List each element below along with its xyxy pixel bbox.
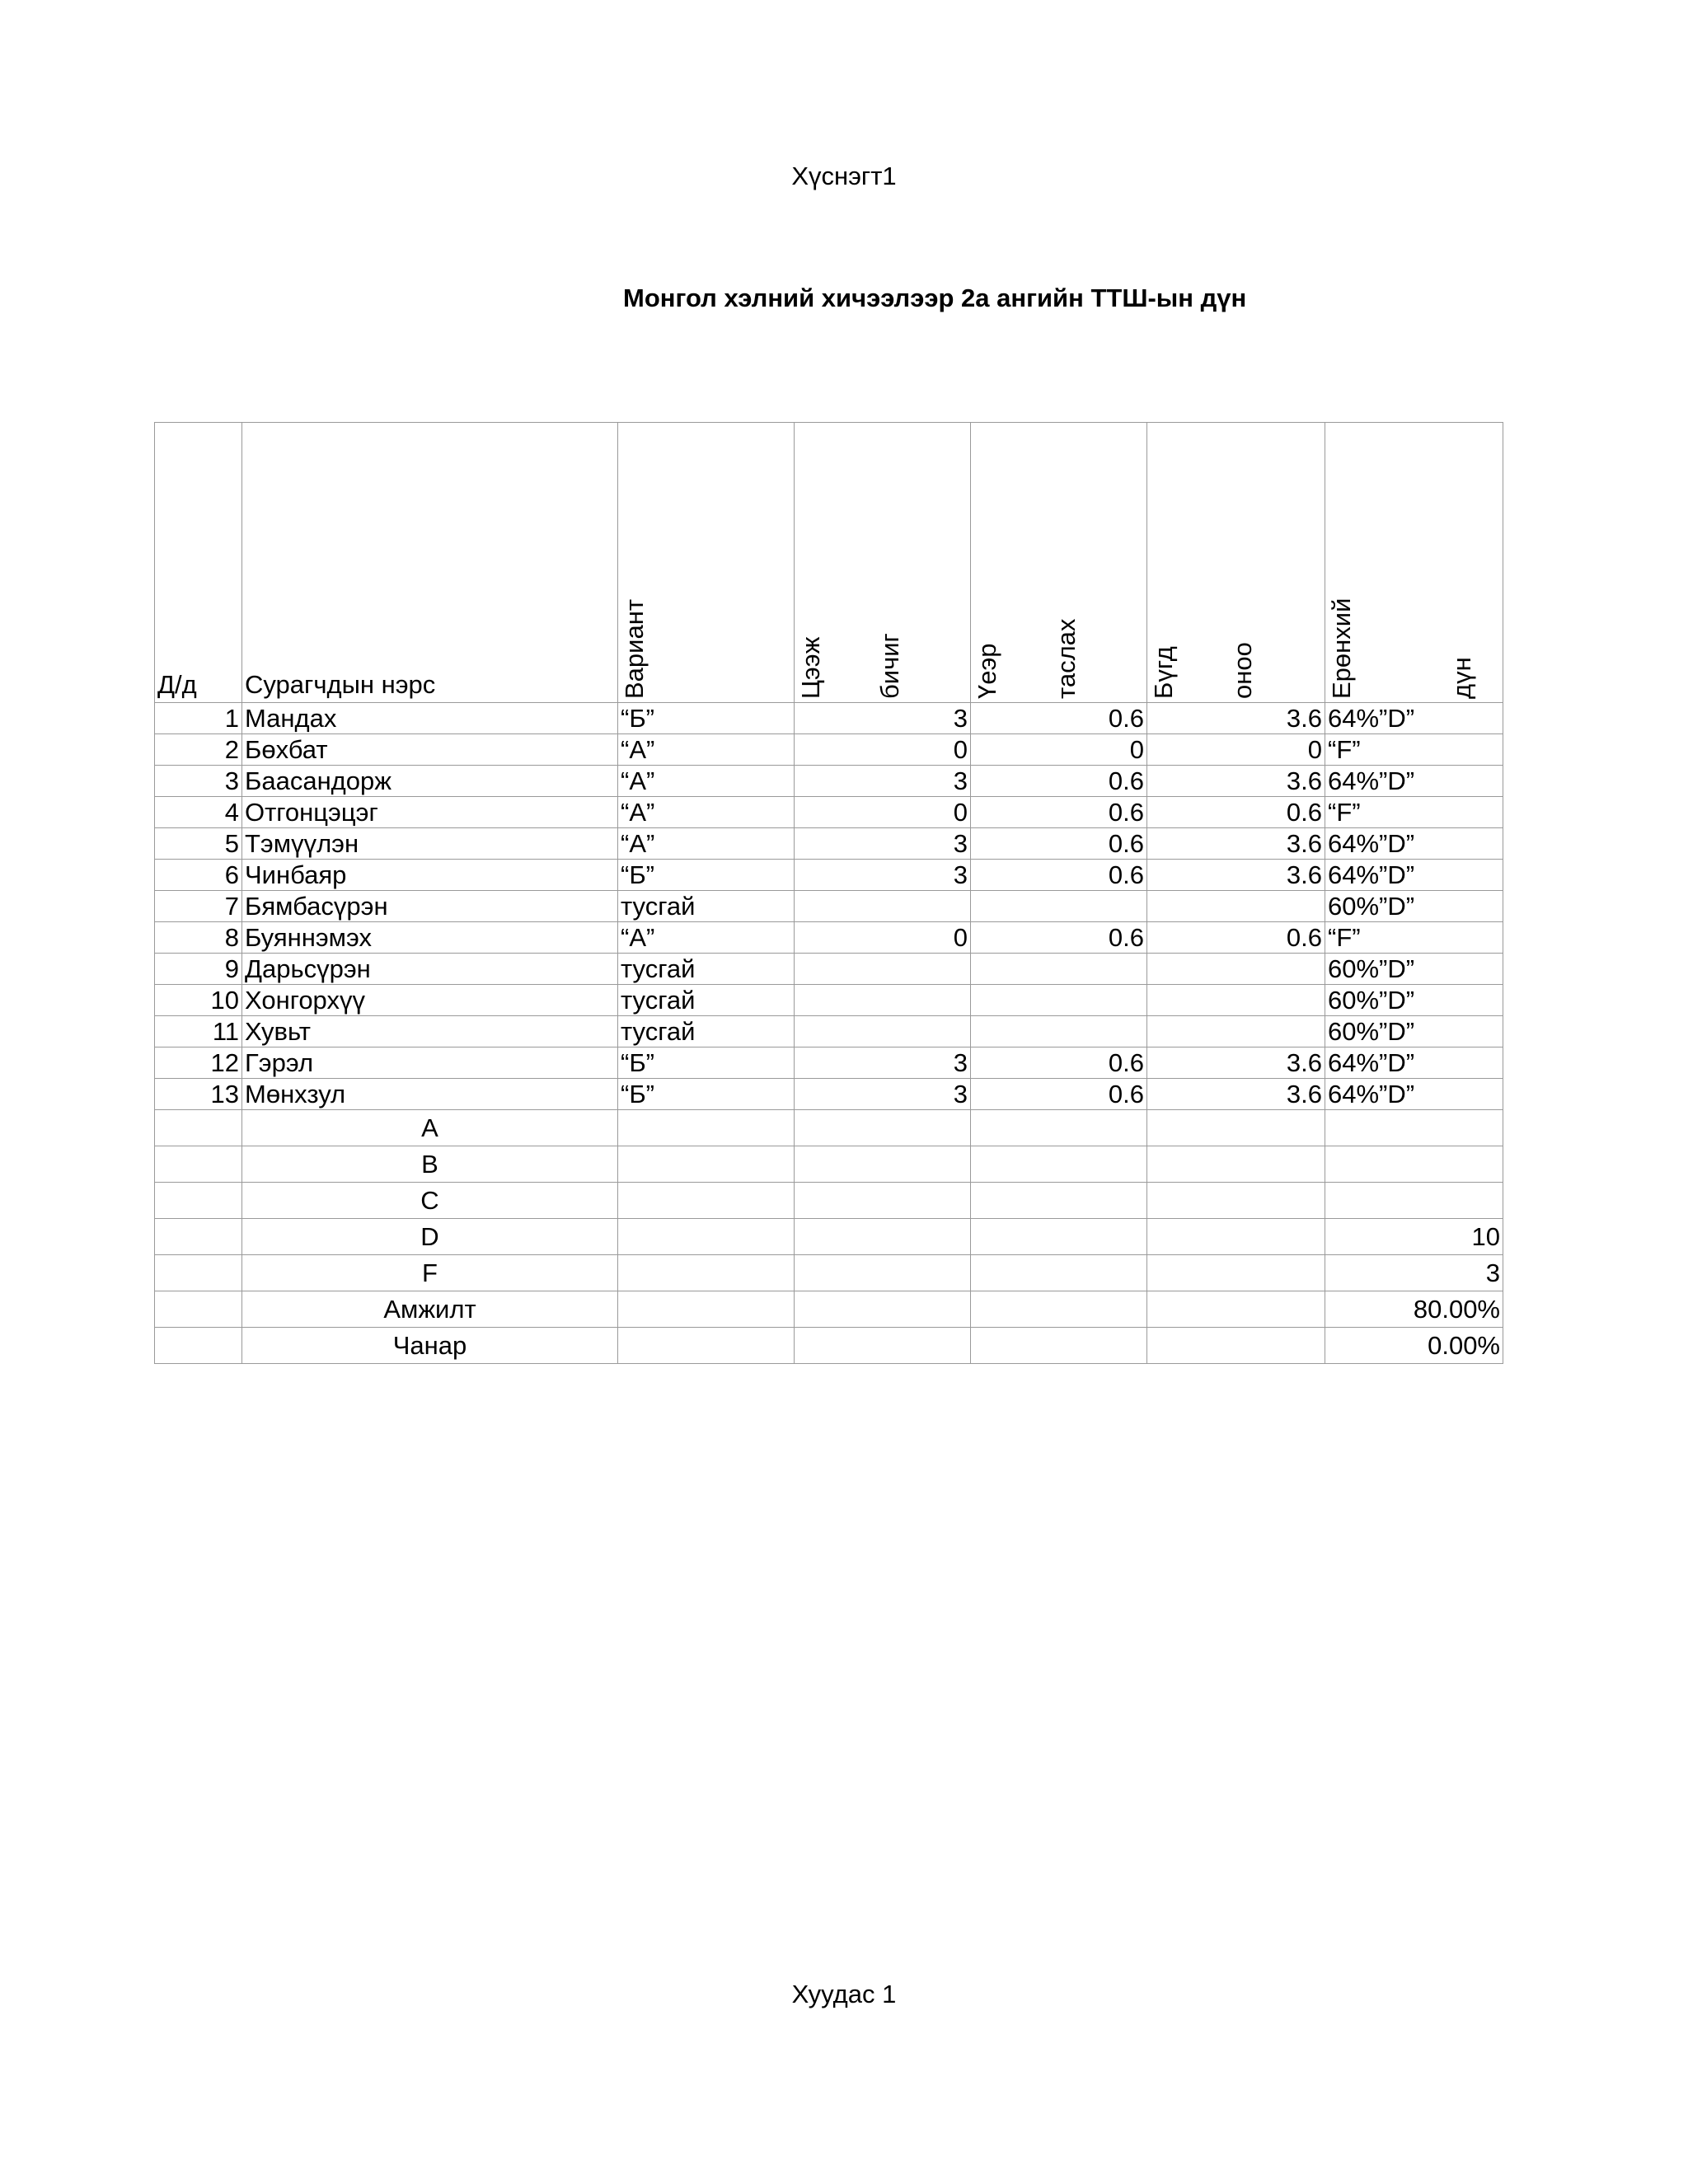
total-cell — [1147, 985, 1325, 1016]
summary-value — [1325, 1146, 1503, 1183]
summary-blank — [971, 1110, 1147, 1146]
student-name: Мөнхзул — [242, 1079, 618, 1110]
grades-table — [154, 422, 1503, 1364]
row-no: 10 — [155, 985, 242, 1016]
student-name: Бямбасүрэн — [242, 891, 618, 922]
row-no: 12 — [155, 1047, 242, 1079]
score-cell: 0.6 — [971, 797, 1147, 828]
grade-cell: 64%”D” — [1325, 1047, 1503, 1079]
summary-blank — [971, 1255, 1147, 1291]
score-cell: 3 — [795, 703, 971, 734]
student-name: Дарьсүрэн — [242, 954, 618, 985]
summary-blank — [971, 1183, 1147, 1219]
header-col6-b: дүн — [1447, 657, 1476, 699]
summary-row — [155, 1328, 1503, 1364]
header-col5-a: Бүгд — [1149, 646, 1178, 699]
row-no: 9 — [155, 954, 242, 985]
summary-blank — [1147, 1146, 1325, 1183]
student-name: Баасандорж — [242, 766, 618, 797]
score-cell — [971, 891, 1147, 922]
score-cell — [971, 954, 1147, 985]
row-no: 7 — [155, 891, 242, 922]
score-cell: 3 — [795, 828, 971, 860]
summary-blank — [155, 1183, 242, 1219]
score-cell: 0.6 — [971, 922, 1147, 954]
summary-blank — [971, 1328, 1147, 1364]
variant-cell: “А” — [618, 734, 795, 766]
total-cell: 3.6 — [1147, 703, 1325, 734]
variant-cell: “Б” — [618, 703, 795, 734]
score-cell — [795, 1016, 971, 1047]
summary-row — [155, 1219, 1503, 1255]
grade-cell: 60%”D” — [1325, 891, 1503, 922]
variant-cell: “А” — [618, 828, 795, 860]
header-col3-b: бичиг — [875, 633, 904, 699]
table-row — [155, 766, 1503, 797]
score-cell: 3 — [795, 860, 971, 891]
header-col4-a: Үеэр — [973, 643, 1001, 699]
summary-blank — [618, 1146, 795, 1183]
summary-blank — [795, 1183, 971, 1219]
page-title: Монгол хэлний хичээлээр 2а ангийн ТТШ-ын дүн — [623, 284, 1247, 312]
table-row — [155, 891, 1503, 922]
score-cell: 3 — [795, 766, 971, 797]
summary-value — [1325, 1183, 1503, 1219]
score-cell: 0 — [795, 734, 971, 766]
summary-value: 80.00% — [1325, 1291, 1503, 1328]
summary-blank — [1147, 1219, 1325, 1255]
summary-blank — [155, 1146, 242, 1183]
score-cell — [795, 891, 971, 922]
summary-value: 10 — [1325, 1219, 1503, 1255]
summary-blank — [155, 1219, 242, 1255]
grade-cell: 60%”D” — [1325, 954, 1503, 985]
total-cell — [1147, 891, 1325, 922]
summary-blank — [618, 1183, 795, 1219]
summary-blank — [618, 1255, 795, 1291]
summary-blank — [618, 1291, 795, 1328]
row-no: 13 — [155, 1079, 242, 1110]
page-footer: Хуудас 1 — [791, 1980, 897, 2008]
summary-row — [155, 1183, 1503, 1219]
header-col3 — [795, 423, 971, 703]
score-cell: 0.6 — [971, 766, 1147, 797]
grade-cell: “F” — [1325, 922, 1503, 954]
table-row — [155, 1079, 1503, 1110]
summary-blank — [795, 1219, 971, 1255]
sheet-name: Хүснэгт1 — [791, 162, 897, 190]
summary-label: D — [242, 1219, 618, 1255]
summary-label: F — [242, 1255, 618, 1291]
table-row — [155, 828, 1503, 860]
summary-blank — [1147, 1255, 1325, 1291]
summary-blank — [618, 1328, 795, 1364]
row-no: 2 — [155, 734, 242, 766]
score-cell: 0 — [795, 922, 971, 954]
header-col6-a: Ерөнхий — [1327, 598, 1356, 699]
summary-blank — [618, 1219, 795, 1255]
student-name: Гэрэл — [242, 1047, 618, 1079]
total-cell: 3.6 — [1147, 1079, 1325, 1110]
score-cell: 0.6 — [971, 1079, 1147, 1110]
summary-blank — [618, 1110, 795, 1146]
score-cell — [795, 985, 971, 1016]
summary-label: B — [242, 1146, 618, 1183]
student-name: Мандах — [242, 703, 618, 734]
table-row — [155, 922, 1503, 954]
table-row — [155, 703, 1503, 734]
variant-cell: “А” — [618, 766, 795, 797]
grade-cell: 64%”D” — [1325, 766, 1503, 797]
table-row — [155, 954, 1503, 985]
grade-cell: 60%”D” — [1325, 1016, 1503, 1047]
student-name: Хувьт — [242, 1016, 618, 1047]
summary-value: 3 — [1325, 1255, 1503, 1291]
total-cell: 3.6 — [1147, 828, 1325, 860]
total-cell — [1147, 954, 1325, 985]
summary-value — [1325, 1110, 1503, 1146]
score-cell — [795, 954, 971, 985]
row-no: 5 — [155, 828, 242, 860]
student-name: Хонгорхүү — [242, 985, 618, 1016]
summary-row — [155, 1110, 1503, 1146]
student-name: Чинбаяр — [242, 860, 618, 891]
table-row — [155, 985, 1503, 1016]
student-name: Буяннэмэх — [242, 922, 618, 954]
table-row — [155, 860, 1503, 891]
summary-blank — [795, 1255, 971, 1291]
summary-row — [155, 1146, 1503, 1183]
row-no: 1 — [155, 703, 242, 734]
header-col4 — [971, 423, 1147, 703]
score-cell — [971, 1016, 1147, 1047]
summary-row — [155, 1291, 1503, 1328]
summary-value: 0.00% — [1325, 1328, 1503, 1364]
header-variant-label: Вариант — [620, 598, 649, 699]
variant-cell: “А” — [618, 797, 795, 828]
variant-cell: “А” — [618, 922, 795, 954]
summary-blank — [1147, 1110, 1325, 1146]
table-row — [155, 1047, 1503, 1079]
summary-blank — [1147, 1291, 1325, 1328]
score-cell: 0.6 — [971, 828, 1147, 860]
summary-blank — [155, 1291, 242, 1328]
grade-cell: “F” — [1325, 797, 1503, 828]
summary-blank — [795, 1291, 971, 1328]
grade-cell: 64%”D” — [1325, 828, 1503, 860]
summary-blank — [971, 1146, 1147, 1183]
grade-cell: 60%”D” — [1325, 985, 1503, 1016]
variant-cell: “Б” — [618, 1047, 795, 1079]
header-col5-b: оноо — [1228, 642, 1257, 699]
student-name: Отгонцэцэг — [242, 797, 618, 828]
table-row — [155, 797, 1503, 828]
score-cell: 3 — [795, 1079, 971, 1110]
summary-label: Чанар — [242, 1328, 618, 1364]
row-no: 8 — [155, 922, 242, 954]
grade-cell: “F” — [1325, 734, 1503, 766]
total-cell: 0.6 — [1147, 922, 1325, 954]
grade-cell: 64%”D” — [1325, 860, 1503, 891]
total-cell: 3.6 — [1147, 1047, 1325, 1079]
summary-label: A — [242, 1110, 618, 1146]
header-col5 — [1147, 423, 1325, 703]
student-name: Бөхбат — [242, 734, 618, 766]
score-cell: 0.6 — [971, 1047, 1147, 1079]
score-cell: 0 — [795, 797, 971, 828]
row-no: 6 — [155, 860, 242, 891]
variant-cell: тусгай — [618, 954, 795, 985]
score-cell: 0 — [971, 734, 1147, 766]
grade-cell: 64%”D” — [1325, 703, 1503, 734]
header-col4-b: таслах — [1052, 618, 1081, 699]
summary-blank — [155, 1255, 242, 1291]
table-row — [155, 1016, 1503, 1047]
summary-blank — [155, 1110, 242, 1146]
header-row — [155, 423, 1503, 703]
variant-cell: тусгай — [618, 1016, 795, 1047]
summary-blank — [795, 1146, 971, 1183]
summary-blank — [971, 1219, 1147, 1255]
grade-cell: 64%”D” — [1325, 1079, 1503, 1110]
header-name: Сурагчдын нэрс — [242, 423, 618, 703]
score-cell: 3 — [795, 1047, 971, 1079]
row-no: 4 — [155, 797, 242, 828]
table-row — [155, 734, 1503, 766]
variant-cell: “Б” — [618, 860, 795, 891]
summary-blank — [971, 1291, 1147, 1328]
summary-blank — [795, 1328, 971, 1364]
header-variant — [618, 423, 795, 703]
row-no: 11 — [155, 1016, 242, 1047]
summary-row — [155, 1255, 1503, 1291]
score-cell: 0.6 — [971, 860, 1147, 891]
total-cell — [1147, 1016, 1325, 1047]
total-cell: 0 — [1147, 734, 1325, 766]
summary-blank — [795, 1110, 971, 1146]
summary-blank — [1147, 1328, 1325, 1364]
total-cell: 3.6 — [1147, 860, 1325, 891]
row-no: 3 — [155, 766, 242, 797]
variant-cell: тусгай — [618, 985, 795, 1016]
summary-blank — [1147, 1183, 1325, 1219]
total-cell: 3.6 — [1147, 766, 1325, 797]
header-col3-a: Цээж — [796, 636, 825, 699]
summary-blank — [155, 1328, 242, 1364]
score-cell: 0.6 — [971, 703, 1147, 734]
summary-label: C — [242, 1183, 618, 1219]
header-col6 — [1325, 423, 1503, 703]
score-cell — [971, 985, 1147, 1016]
variant-cell: “Б” — [618, 1079, 795, 1110]
summary-label: Амжилт — [242, 1291, 618, 1328]
header-no: Д/д — [155, 423, 242, 703]
variant-cell: тусгай — [618, 891, 795, 922]
total-cell: 0.6 — [1147, 797, 1325, 828]
student-name: Тэмүүлэн — [242, 828, 618, 860]
